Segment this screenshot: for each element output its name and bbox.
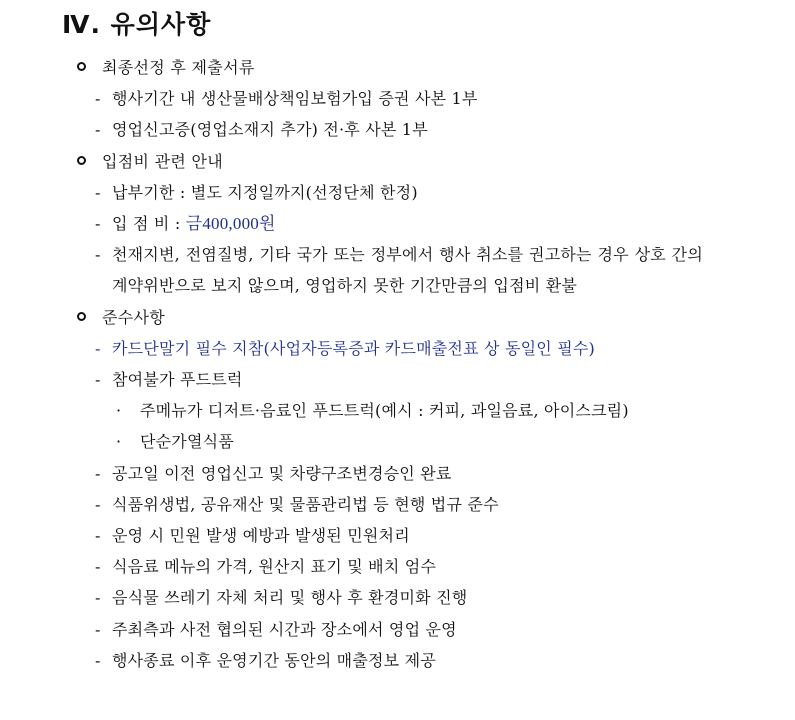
list-item-text [112, 208, 703, 239]
list-item-text: 천재지변, 전염질병, 기타 국가 또는 정부에서 행사 취소를 권고하는 경우 상호 간의 계약위반으로 보지 않으며, 영업하지 못한 기간만큼의 입점비 환불 [112, 245, 703, 296]
list-item [0, 114, 795, 145]
document-body [0, 52, 795, 676]
section-heading [0, 146, 795, 177]
list-item-text: 행사기간 내 생산물배상책임보험가입 증권 사본 1부 [112, 89, 478, 109]
entry-fee-amount: 금400,000원 [185, 213, 276, 233]
section-heading-text: 준수사항 [102, 307, 166, 327]
section-heading [0, 52, 795, 83]
dash-icon: - [95, 588, 101, 608]
list-item [0, 645, 795, 676]
list-item-text: 주최측과 사전 협의된 시간과 장소에서 영업 운영 [112, 619, 457, 639]
list-item-text: 카드단말기 필수 지참(사업자등록증과 카드매출전표 상 동일인 필수) [112, 338, 595, 358]
list-item-text: 식음료 메뉴의 가격, 원산지 표기 및 배치 엄수 [112, 557, 437, 577]
dash-icon: - [95, 526, 101, 545]
dash-icon: - [95, 338, 101, 358]
section-heading [0, 302, 795, 333]
list-item [0, 520, 795, 551]
list-item-text: 참여불가 푸드트럭 [112, 369, 243, 389]
list-item [0, 458, 795, 489]
dash-icon: - [95, 494, 101, 514]
entry-fee-label: 입 점 비 : [112, 213, 186, 233]
dash-icon: - [95, 89, 101, 109]
sub-list-item-text: 단순가열식품 [140, 432, 234, 452]
list-item [0, 83, 795, 114]
list-item [0, 489, 795, 520]
dash-icon: - [95, 213, 101, 233]
list-item [0, 333, 795, 364]
section-heading-text: 입점비 관련 안내 [102, 151, 224, 171]
section-heading-text: 최종선정 후 제출서류 [102, 58, 255, 77]
list-item [0, 364, 795, 395]
section-compliance [0, 302, 795, 676]
list-item-entry-fee [0, 208, 795, 239]
dash-icon: - [95, 619, 101, 639]
dash-icon: - [95, 369, 101, 389]
circle-bullet-icon [77, 62, 86, 71]
list-item [0, 177, 795, 208]
dash-icon: - [95, 182, 101, 202]
list-item [0, 582, 795, 613]
middle-dot-icon: · [116, 432, 122, 452]
list-item-refund [0, 239, 795, 301]
list-item-text: 행사종료 이후 운영기간 동안의 매출정보 제공 [112, 650, 436, 670]
list-item-text: 식품위생법, 공유재산 및 물품관리법 등 현행 법규 준수 [112, 494, 499, 514]
dash-icon: - [95, 557, 101, 577]
list-item-text: 공고일 이전 영업신고 및 차량구조변경승인 완료 [112, 463, 452, 483]
circle-bullet-icon [77, 156, 86, 165]
list-item-text: 영업신고증(영업소재지 추가) 전·후 사본 1부 [112, 120, 428, 140]
list-item-text: 운영 시 민원 발생 예방과 발생된 민원처리 [112, 526, 410, 545]
list-item-text: 음식물 쓰레기 자체 처리 및 행사 후 환경미화 진행 [112, 588, 468, 608]
sub-list-item [0, 395, 795, 426]
sub-list-item-text: 주메뉴가 디저트·음료인 푸드트럭(예시 : 커피, 과일음료, 아이스크림) [140, 401, 629, 421]
circle-bullet-icon [77, 312, 86, 321]
section-required-documents [0, 52, 795, 146]
dash-icon: - [95, 245, 101, 265]
dash-icon: - [95, 650, 101, 670]
list-item [0, 551, 795, 582]
middle-dot-icon: · [116, 401, 122, 421]
list-item-text: 납부기한 : 별도 지정일까지(선정단체 한정) [112, 182, 418, 202]
sub-list-item [0, 426, 795, 457]
dash-icon: - [95, 463, 101, 483]
section-title: Ⅳ. 유의사항 [62, 10, 212, 39]
section-entry-fee [0, 146, 795, 302]
dash-icon: - [95, 120, 101, 140]
list-item [0, 614, 795, 645]
